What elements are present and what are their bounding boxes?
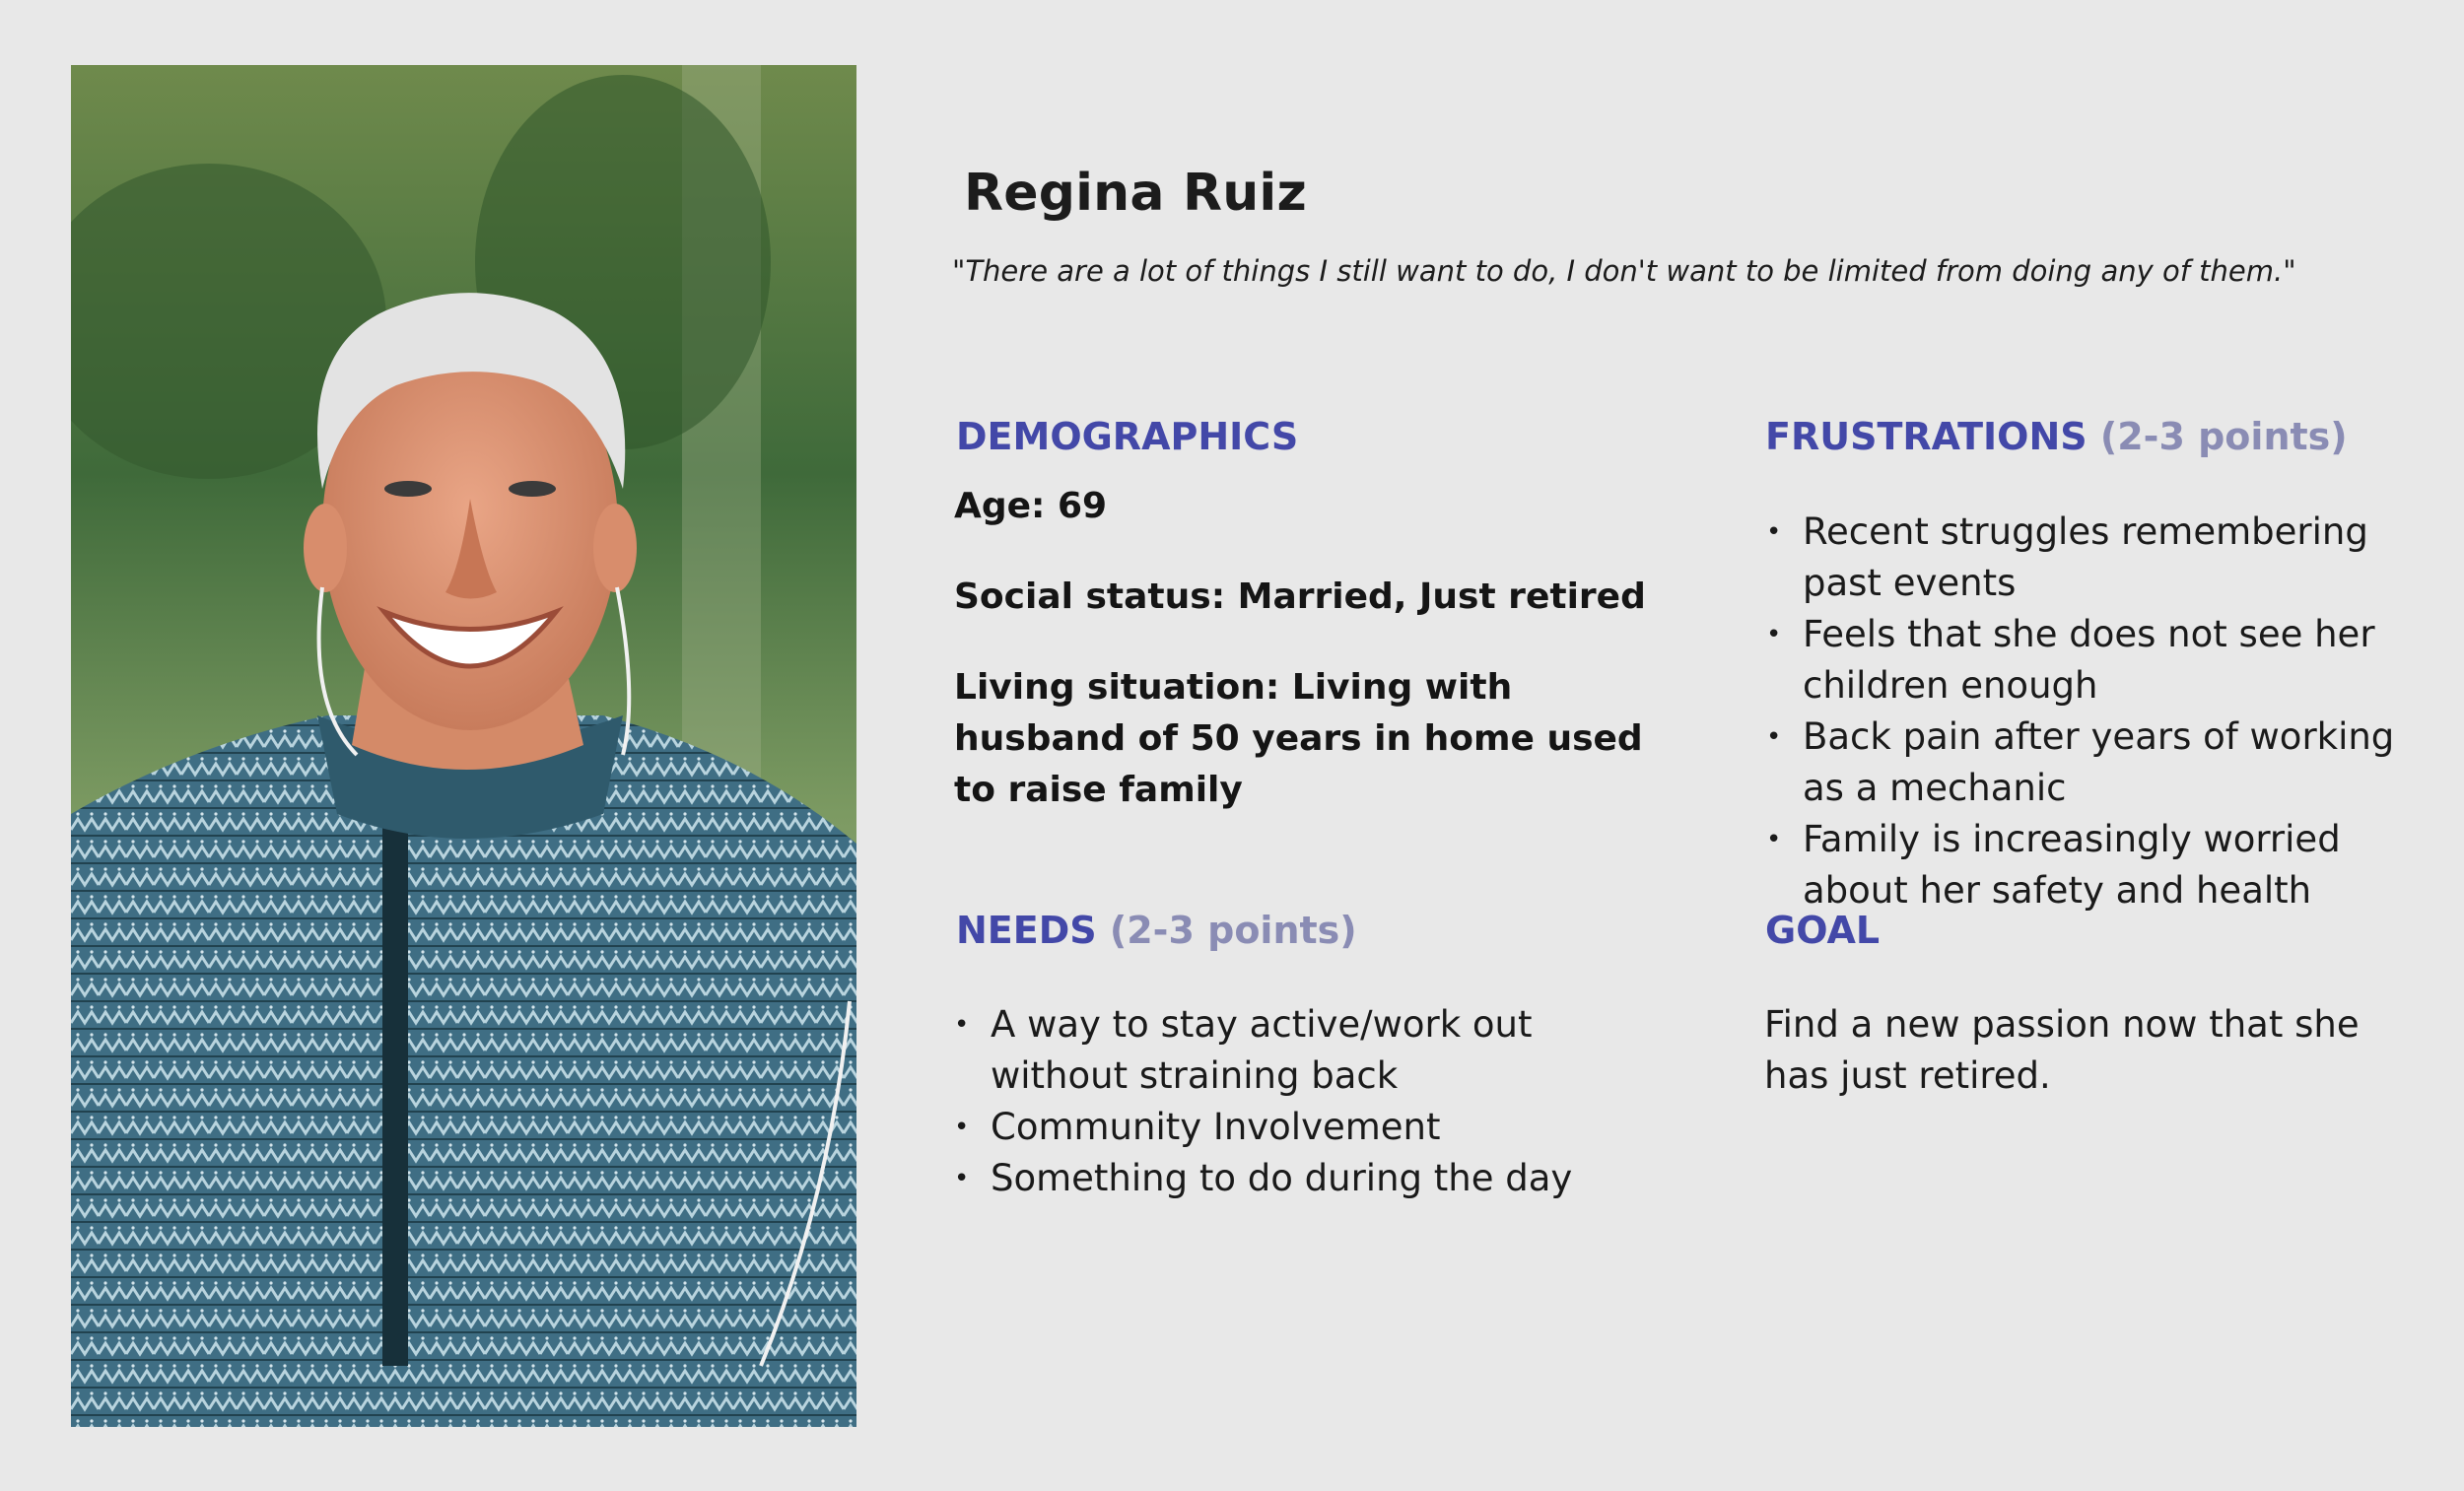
demographics-living-situation: Living situation: Living with husband of 50 years in home used to raise family bbox=[954, 667, 1643, 810]
demographics-title: DEMOGRAPHICS bbox=[956, 415, 1299, 458]
frustration-text: Back pain after years of working as a mechanic bbox=[1803, 715, 2395, 809]
bullet-dot: • bbox=[1766, 620, 1782, 649]
need-text: Something to do during the day bbox=[991, 1157, 1573, 1199]
persona-name: Regina Ruiz bbox=[964, 164, 1307, 223]
need-text: Community Involvement bbox=[991, 1106, 1441, 1148]
frustrations-note: (2-3 points) bbox=[2099, 415, 2348, 458]
frustration-text: Feels that she does not see her children enough bbox=[1803, 613, 2375, 707]
persona-photo-illustration bbox=[71, 65, 856, 1427]
need-text: A way to stay active/work out without straining back bbox=[991, 1003, 1533, 1097]
frustrations-heading bbox=[1765, 415, 2348, 458]
needs-list bbox=[952, 999, 1662, 1204]
bullet-dot: • bbox=[1766, 825, 1782, 854]
frustrations-title: FRUSTRATIONS bbox=[1765, 415, 2088, 458]
persona-photo bbox=[71, 65, 856, 1427]
need-item bbox=[952, 999, 1662, 1102]
frustration-text: Recent struggles remembering past events bbox=[1803, 510, 2368, 604]
bullet-dot: • bbox=[954, 1010, 970, 1040]
frustration-item bbox=[1764, 507, 2427, 609]
need-item bbox=[952, 1153, 1662, 1204]
needs-title: NEEDS bbox=[956, 909, 1097, 952]
demographics-age: Age: 69 bbox=[954, 486, 1108, 526]
demographics-heading bbox=[956, 415, 1298, 458]
goal-title: GOAL bbox=[1765, 909, 1881, 952]
frustrations-list bbox=[1764, 507, 2427, 916]
goal-heading bbox=[1765, 909, 1880, 952]
frustration-item bbox=[1764, 814, 2427, 916]
bullet-dot: • bbox=[1766, 722, 1782, 752]
goal-text: Find a new passion now that she has just retired. bbox=[1764, 1003, 2360, 1097]
bullet-dot: • bbox=[1766, 517, 1782, 547]
persona-quote: "There are a lot of things I still want to do, I don't want to be limited from doing any of them." bbox=[952, 254, 2296, 288]
bullet-dot: • bbox=[954, 1164, 970, 1193]
needs-heading bbox=[956, 909, 1357, 952]
need-item bbox=[952, 1102, 1662, 1153]
demographics-social-status: Social status: Married, Just retired bbox=[954, 576, 1646, 617]
needs-note: (2-3 points) bbox=[1109, 909, 1357, 952]
bullet-dot: • bbox=[954, 1113, 970, 1142]
frustration-item bbox=[1764, 609, 2427, 712]
frustration-text: Family is increasingly worried about her safety and health bbox=[1803, 818, 2341, 912]
frustration-item bbox=[1764, 712, 2427, 814]
